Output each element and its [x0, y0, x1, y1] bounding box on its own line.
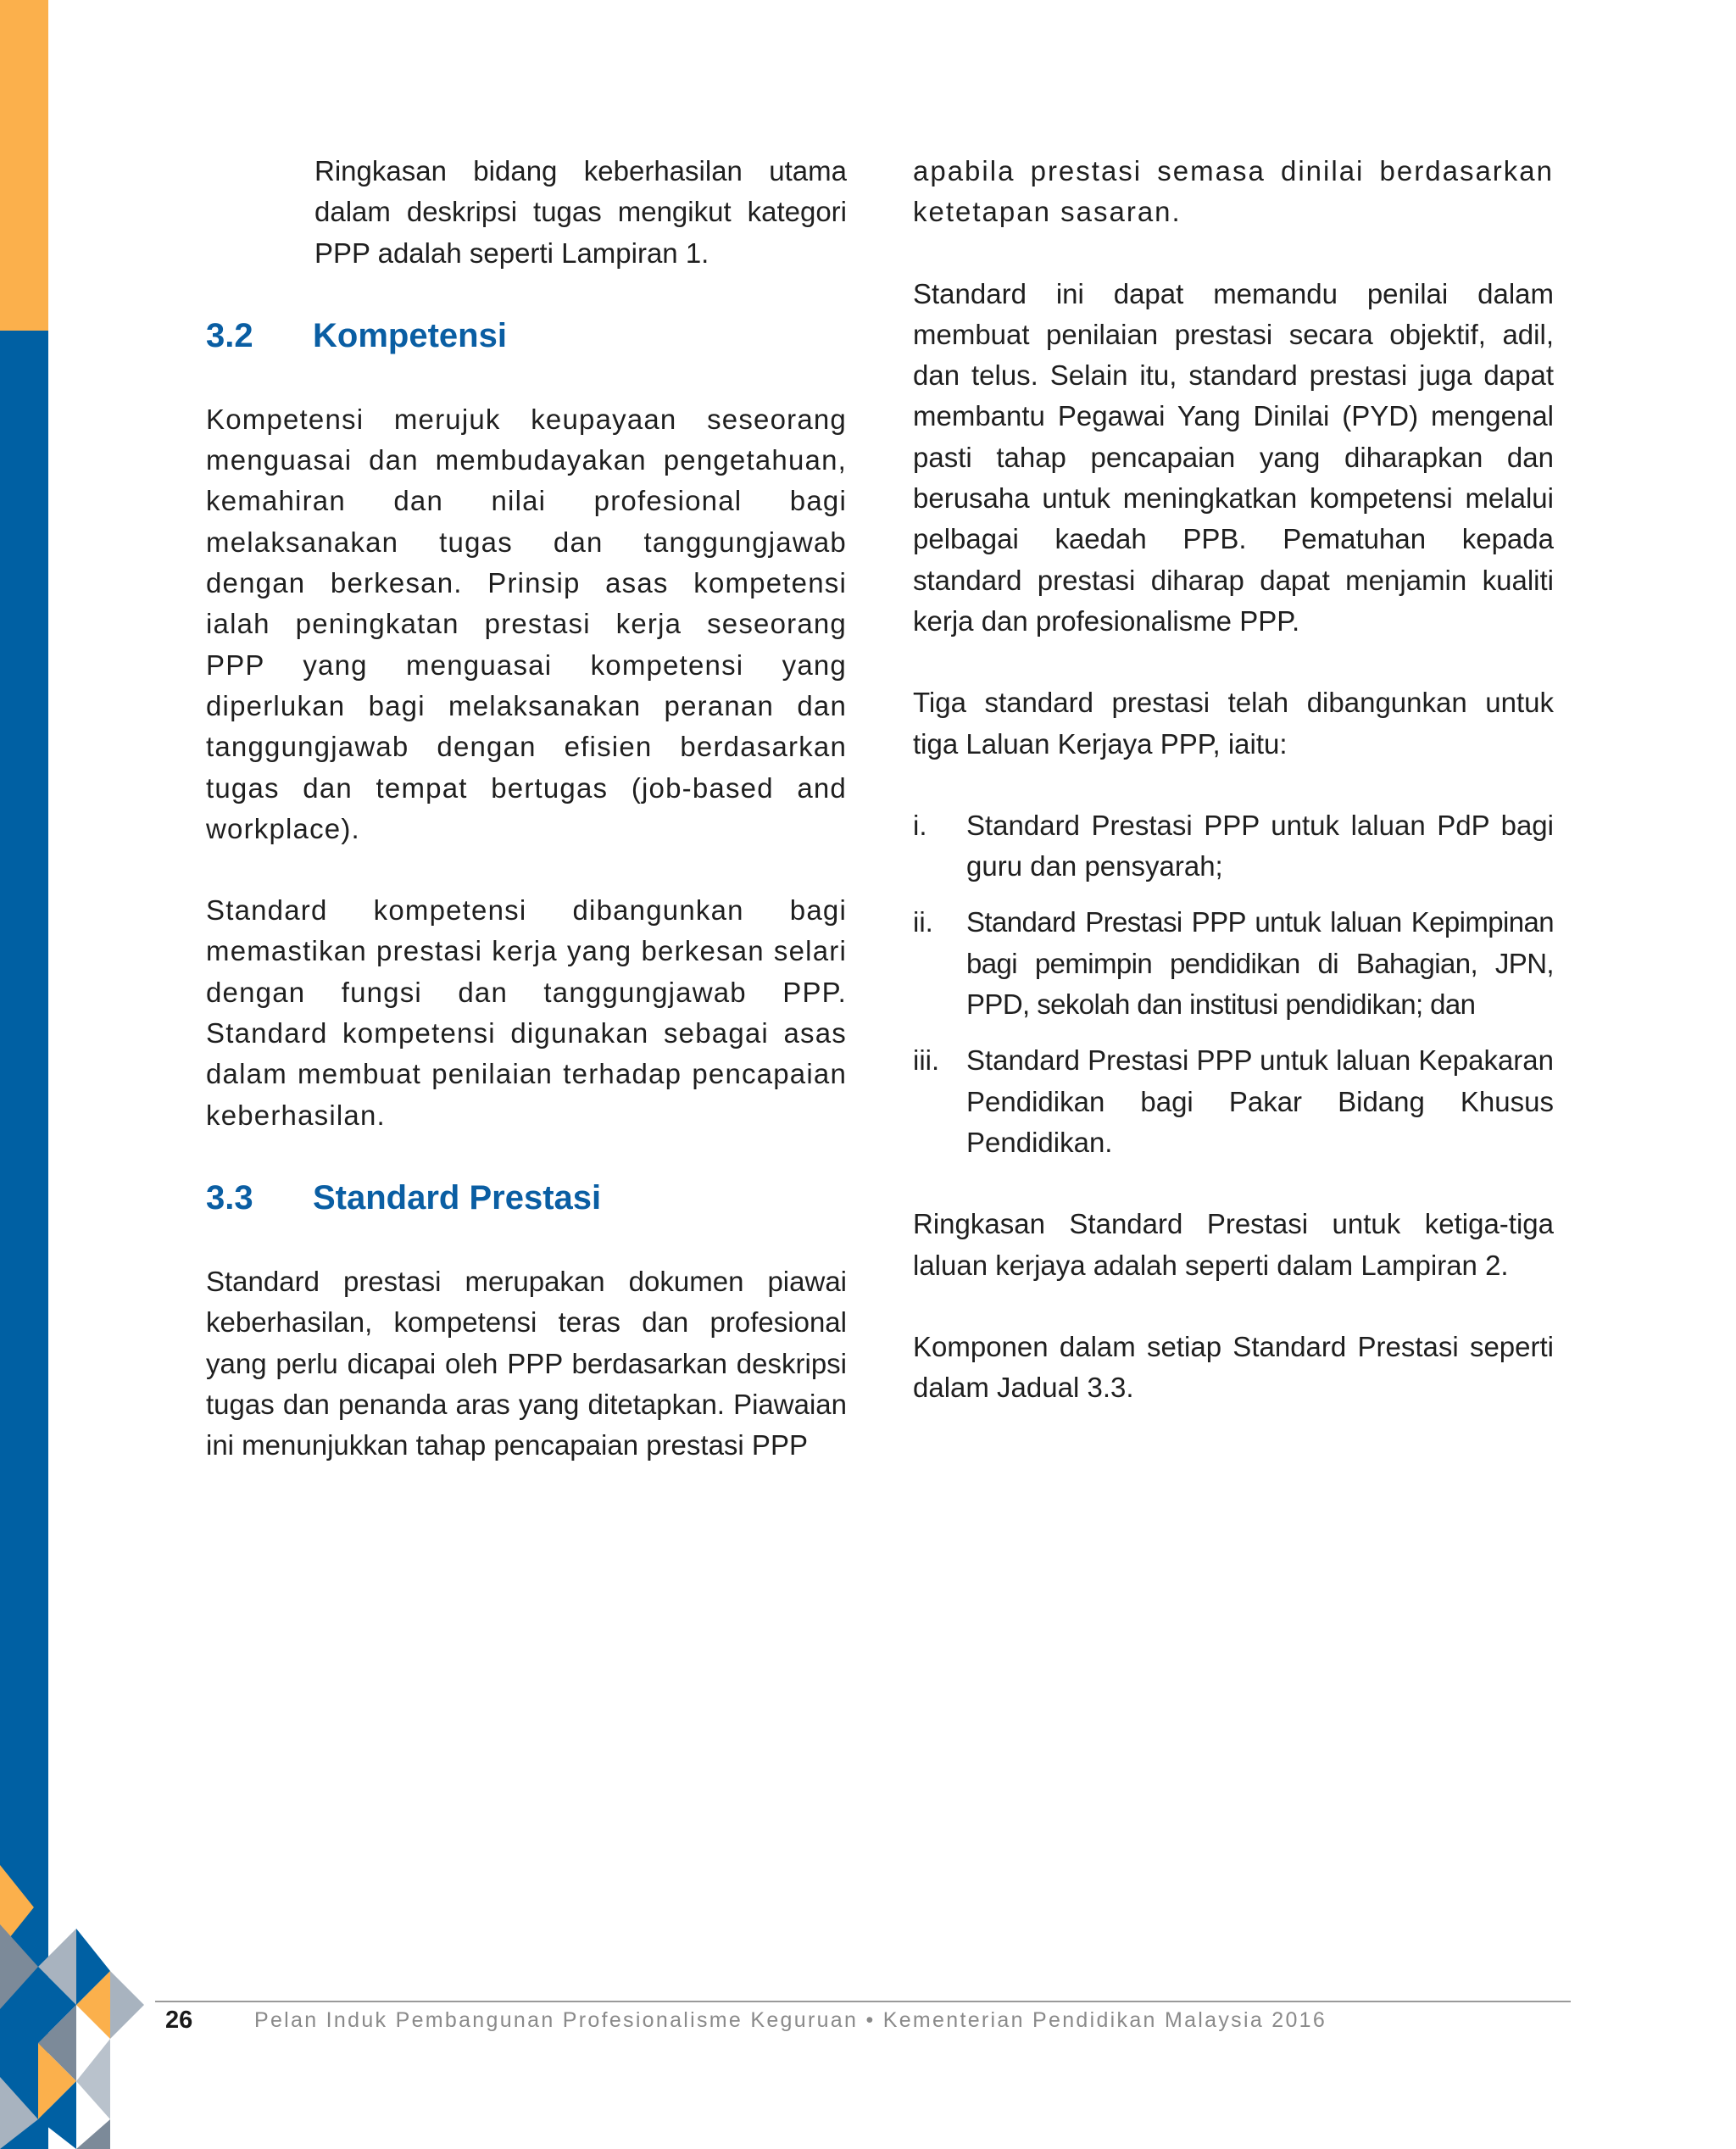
- list-item: [913, 805, 1554, 888]
- standard-prestasi-paragraph: Standard prestasi merupakan dokumen piawai keberhasilan, kompetensi teras dan profesional yang perlu dicapai oleh PPP berdasarkan deskripsi tugas dan penanda aras yang ditetapkan. Piawaian ini menunjukkan tahap pencapaian prestasi PPP: [206, 1265, 847, 1461]
- side-bar-orange: [0, 0, 48, 331]
- list-item-text: Standard Prestasi PPP untuk laluan PdP bagi guru dan pensyarah;: [966, 809, 1554, 882]
- list-item: [913, 1040, 1554, 1163]
- right-column: [913, 151, 1554, 1449]
- section-title: Kompetensi: [313, 316, 507, 354]
- right-paragraph-2: Standard ini dapat memandu penilai dalam membuat penilaian prestasi secara objektif, adil, dan telus. Selain itu, standard prestasi juga dapat membantu Pegawai Yang Dinilai (PYD) mengenal pasti tahap pencapaian yang diharapkan dan berusaha untuk meningkatkan kompetensi melalui pelbagai kaedah PPB. Pematuhan kepada standard prestasi diharap dapat menjamin kualiti kerja dan profesionalisme PPP.: [913, 277, 1554, 637]
- list-item: [913, 902, 1554, 1025]
- left-column: [206, 151, 847, 1506]
- geometric-pattern-decoration: [0, 1865, 148, 2149]
- right-paragraph-5: Komponen dalam setiap Standard Prestasi seperti dalam Jadual 3.3.: [913, 1330, 1554, 1404]
- list-item-text: Standard Prestasi PPP untuk laluan Kepimpinan bagi pemimpin pendidikan di Bahagian, JPN, PPD, sekolah dan institusi pendidikan; dan: [966, 906, 1554, 1021]
- page-number: 26: [165, 2006, 193, 2034]
- right-paragraph-4: Ringkasan Standard Prestasi untuk ketiga-tiga laluan kerjaya adalah seperti dalam Lampiran 2.: [913, 1208, 1554, 1281]
- list-marker: iii.: [913, 1044, 940, 1077]
- section-number: 3.3: [206, 1178, 253, 1216]
- list-marker: ii.: [913, 906, 933, 938]
- section-3-2-heading: [206, 315, 847, 357]
- page-footer: [165, 2002, 1327, 2038]
- right-paragraph-1: apabila prestasi semasa dinilai berdasarkan ketetapan sasaran.: [913, 155, 1554, 228]
- section-3-3-heading: [206, 1177, 847, 1219]
- intro-paragraph: Ringkasan bidang keberhasilan utama dalam deskripsi tugas mengikut kategori PPP adalah seperti Lampiran 1.: [314, 155, 847, 269]
- list-item-text: Standard Prestasi PPP untuk laluan Kepakaran Pendidikan bagi Pakar Bidang Khusus Pendidikan.: [966, 1044, 1554, 1158]
- right-paragraph-3: Tiga standard prestasi telah dibangunkan untuk tiga Laluan Kerjaya PPP, iaitu:: [913, 687, 1554, 760]
- laluan-kerjaya-list: [913, 805, 1554, 1163]
- kompetensi-paragraph-1: Kompetensi merujuk keupayaan seseorang menguasai dan membudayakan pengetahuan, kemahiran dan nilai profesional bagi melaksanakan tugas dan tanggungjawab dengan berkesan. Prinsip asas kompetensi ialah peningkatan prestasi kerja seseorang PPP yang menguasai kompetensi yang diperlukan bagi melaksanakan peranan dan tanggungjawab dengan efisien berdasarkan tugas dan tempat bertugas (job-based and workplace).: [206, 403, 847, 844]
- footer-text: Pelan Induk Pembangunan Profesionalisme Keguruan • Kementerian Pendidikan Malaysia 2016: [254, 2007, 1327, 2032]
- kompetensi-paragraph-2: Standard kompetensi dibangunkan bagi memastikan prestasi kerja yang berkesan selari dengan fungsi dan tanggungjawab PPP. Standard kompetensi digunakan sebagai asas dalam membuat penilaian terhadap pencapaian keberhasilan.: [206, 894, 847, 1131]
- section-title: Standard Prestasi: [313, 1178, 602, 1216]
- section-number: 3.2: [206, 316, 253, 354]
- list-marker: i.: [913, 809, 927, 841]
